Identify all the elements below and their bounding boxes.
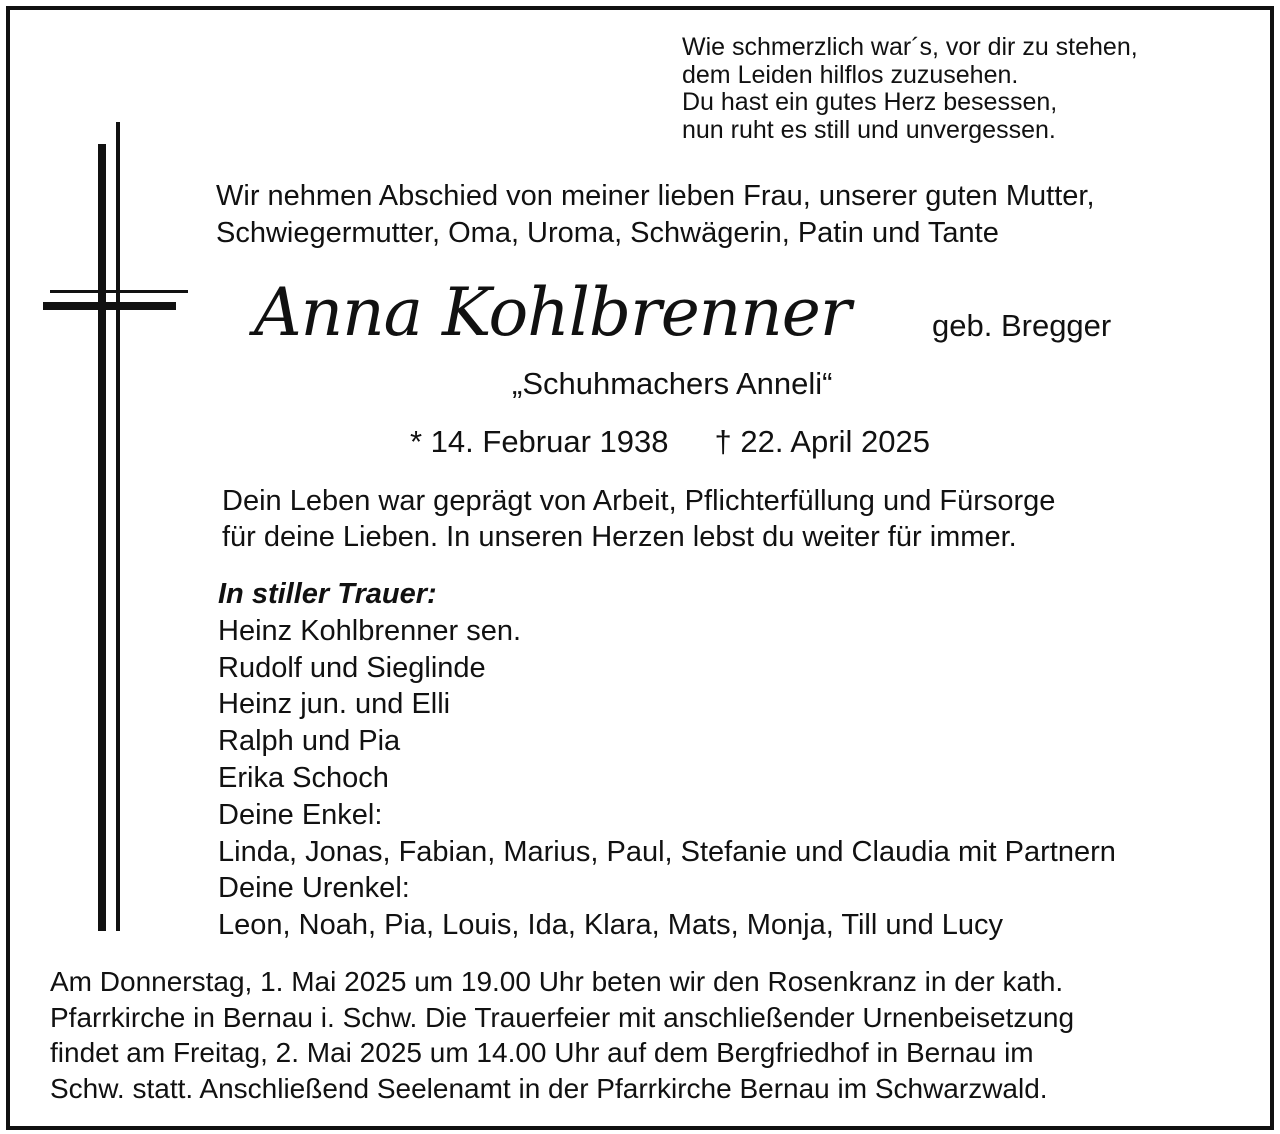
service-details — [50, 964, 1074, 1106]
poem — [682, 34, 1138, 144]
deceased-name: Anna Kohlbrenner — [254, 274, 851, 351]
list-item: Erika Schoch — [218, 761, 389, 794]
service-line: findet am Freitag, 2. Mai 2025 um 14.00 Uhr auf dem Bergfriedhof in Bernau im — [50, 1037, 1034, 1068]
maiden-name: geb. Bregger — [932, 308, 1112, 343]
tribute-line: Dein Leben war geprägt von Arbeit, Pflichterfüllung und Fürsorge — [222, 485, 1056, 517]
poem-line: nun ruht es still und unvergessen. — [682, 115, 1056, 144]
list-item: Ralph und Pia — [218, 725, 401, 758]
notice-border — [6, 6, 1274, 1130]
poem-line: Wie schmerzlich war´s, vor dir zu stehen, — [682, 33, 1138, 61]
mourners-heading: In stiller Trauer: — [218, 578, 437, 610]
intro-line: Wir nehmen Abschied von meiner lieben Frau, unserer guten Mutter, — [216, 180, 1095, 212]
poem-line: dem Leiden hilflos zuzusehen. — [682, 60, 1019, 89]
service-line: Schw. statt. Anschließend Seelenamt in der Pfarrkirche Bernau im Schwarzwald. — [50, 1072, 1048, 1104]
list-item: Heinz jun. und Elli — [218, 688, 451, 721]
mourners-list — [218, 576, 1116, 944]
birth-date: * 14. Februar 1938 — [410, 424, 669, 459]
service-line: Pfarrkirche in Bernau i. Schw. Die Trauerfeier mit anschließender Urnenbeisetzung — [50, 1001, 1075, 1033]
tribute-text — [222, 483, 1055, 555]
life-dates — [410, 422, 930, 462]
list-item: Rudolf und Sieglinde — [218, 651, 486, 684]
death-date: † 22. April 2025 — [714, 424, 930, 459]
intro-line: Schwiegermutter, Oma, Uroma, Schwägerin, Patin und Tante — [216, 217, 999, 249]
service-line: Am Donnerstag, 1. Mai 2025 um 19.00 Uhr beten wir den Rosenkranz in der kath. — [50, 966, 1064, 997]
list-item: Deine Urenkel: — [218, 872, 410, 905]
list-item: Linda, Jonas, Fabian, Marius, Paul, Stefanie und Claudia mit Partnern — [218, 835, 1116, 868]
list-item: Leon, Noah, Pia, Louis, Ida, Klara, Mats, Monja, Till und Lucy — [218, 909, 1004, 942]
farewell-intro — [216, 178, 1095, 252]
nickname: „Schuhmachers Anneli“ — [512, 366, 833, 401]
poem-line: Du hast ein gutes Herz besessen, — [682, 88, 1058, 116]
list-item: Heinz Kohlbrenner sen. — [218, 614, 522, 647]
list-item: Deine Enkel: — [218, 798, 383, 831]
tribute-line: für deine Lieben. In unseren Herzen lebst du weiter für immer. — [222, 521, 1017, 553]
